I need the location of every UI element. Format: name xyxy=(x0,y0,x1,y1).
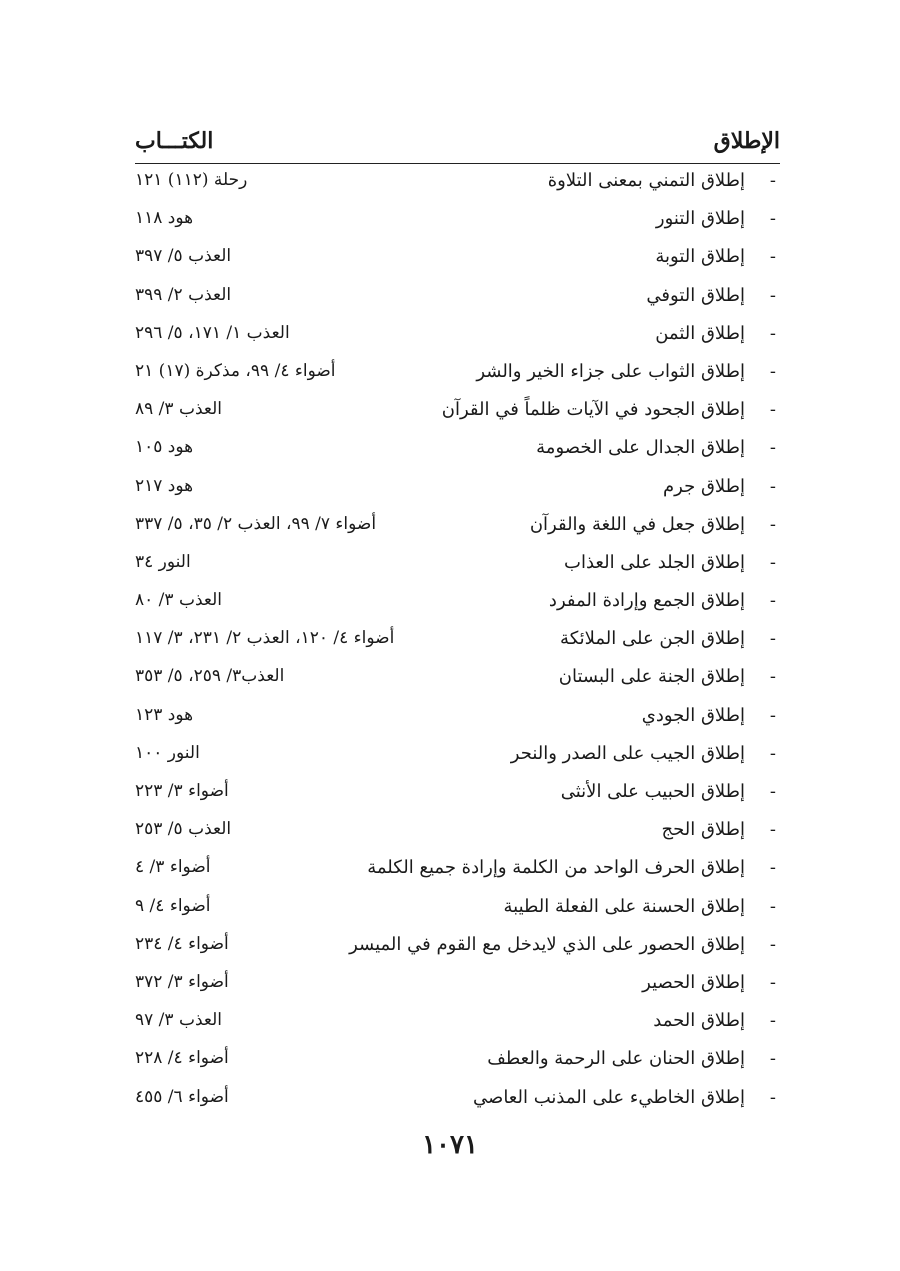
index-entry xyxy=(135,508,780,546)
index-entry xyxy=(135,1081,780,1119)
index-entry xyxy=(135,317,780,355)
entry-topic: إطلاق الجودي xyxy=(641,704,745,726)
entry-dash: - xyxy=(769,971,776,993)
index-entry xyxy=(135,1042,780,1080)
entry-dash: - xyxy=(769,551,776,573)
entry-dash: - xyxy=(769,666,776,688)
entry-dash: - xyxy=(769,1010,776,1032)
index-entry xyxy=(135,813,780,851)
entry-reference: أضواء ٤/ ٩٩، مذكرة (١٧) ٢١ xyxy=(135,360,336,381)
entry-topic: إطلاق الجحود في الآيات ظلماً في القرآن xyxy=(441,399,745,421)
entry-dash: - xyxy=(769,1086,776,1108)
entry-reference: أضواء ٣/ ٤ xyxy=(135,857,211,878)
entry-topic: إطلاق الحسنة على الفعلة الطيبة xyxy=(503,895,745,917)
index-entry xyxy=(135,851,780,889)
entry-dash: - xyxy=(769,208,776,230)
index-entry xyxy=(135,240,780,278)
index-entry xyxy=(135,470,780,508)
entry-topic: إطلاق الجنة على البستان xyxy=(558,666,745,688)
entry-dash: - xyxy=(769,322,776,344)
entry-reference: العذب ٥/ ٢٥٣ xyxy=(135,819,232,840)
entry-topic: إطلاق الحمد xyxy=(653,1010,745,1032)
running-header xyxy=(135,120,780,160)
index-entry xyxy=(135,660,780,698)
entry-reference: العذب ٣/ ٨٠ xyxy=(135,590,222,611)
index-entry xyxy=(135,928,780,966)
index-entry xyxy=(135,355,780,393)
index-entry xyxy=(135,699,780,737)
index-entry xyxy=(135,202,780,240)
entry-dash: - xyxy=(769,437,776,459)
entry-dash: - xyxy=(769,590,776,612)
entry-reference: أضواء ٣/ ٢٢٣ xyxy=(135,781,229,801)
entry-topic: إطلاق الجيب على الصدر والنحر xyxy=(510,742,745,764)
entry-topic: إطلاق الجمع وإرادة المفرد xyxy=(548,590,745,612)
entry-reference: العذب٣/ ٢٥٩، ٥/ ٣٥٣ xyxy=(135,666,285,687)
entry-topic: إطلاق الحبيب على الأنثى xyxy=(560,781,745,802)
index-entry xyxy=(135,966,780,1004)
index-entry xyxy=(135,431,780,469)
entry-reference: النور ١٠٠ xyxy=(135,742,200,763)
index-entry xyxy=(135,737,780,775)
entry-dash: - xyxy=(769,819,776,841)
entry-reference: العذب ٣/ ٨٩ xyxy=(135,399,222,420)
entry-reference: أضواء ٤/ ١٢٠، العذب ٢/ ٢٣١، ٣/ ١١٧ xyxy=(135,628,395,649)
entry-reference: أضواء ٤/ ٢٢٨ xyxy=(135,1048,229,1069)
entry-dash: - xyxy=(769,399,776,421)
entry-reference: أضواء ٤/ ٢٣٤ xyxy=(135,933,229,954)
entry-topic: إطلاق الثمن xyxy=(655,322,745,344)
entry-dash: - xyxy=(769,1048,776,1070)
entry-topic: إطلاق التنور xyxy=(655,208,745,230)
entry-dash: - xyxy=(769,781,776,802)
entry-reference: أضواء ٧/ ٩٩، العذب ٢/ ٣٥، ٥/ ٣٣٧ xyxy=(135,513,377,534)
index-entries xyxy=(135,164,780,1119)
index-entry xyxy=(135,890,780,928)
index-entry xyxy=(135,279,780,317)
entry-dash: - xyxy=(769,857,776,879)
entry-dash: - xyxy=(769,628,776,650)
entry-reference: العذب ٣/ ٩٧ xyxy=(135,1010,222,1031)
entry-dash: - xyxy=(769,513,776,535)
entry-reference: هود ١٢٣ xyxy=(135,704,194,725)
page-number: ١٠٧١ xyxy=(422,1130,478,1160)
entry-reference: أضواء ٤/ ٩ xyxy=(135,895,211,916)
entry-dash: - xyxy=(769,933,776,955)
entry-topic: إطلاق الحصور على الذي لايدخل مع القوم في الميسر xyxy=(349,933,745,955)
entry-topic: إطلاق الحرف الواحد من الكلمة وإرادة جميع الكلمة xyxy=(367,857,745,879)
entry-topic: إطلاق التوبة xyxy=(655,246,745,268)
entry-dash: - xyxy=(769,742,776,764)
entry-reference: رحلة (١١٢) ١٢١ xyxy=(135,170,248,190)
entry-reference: هود ١٠٥ xyxy=(135,437,194,458)
index-entry xyxy=(135,164,780,202)
entry-topic: إطلاق التوفي xyxy=(646,284,745,306)
entry-dash: - xyxy=(769,895,776,917)
entry-reference: العذب ١/ ١٧١، ٥/ ٢٩٦ xyxy=(135,322,290,343)
entry-reference: أضواء ٣/ ٣٧٢ xyxy=(135,971,229,992)
entry-topic: إطلاق التمني بمعنى التلاوة xyxy=(547,170,745,191)
entry-dash: - xyxy=(769,284,776,306)
entry-dash: - xyxy=(769,170,776,191)
index-entry xyxy=(135,622,780,660)
entry-topic: إطلاق الخاطيء على المذنب العاصي xyxy=(473,1086,745,1108)
entry-topic: إطلاق الحصير xyxy=(642,971,745,993)
index-entry xyxy=(135,1004,780,1042)
entry-reference: هود ٢١٧ xyxy=(135,475,194,496)
entry-topic: إطلاق الجلد على العذاب xyxy=(564,551,745,573)
entry-topic: إطلاق الجن على الملائكة xyxy=(560,628,745,650)
entry-reference: النور ٣٤ xyxy=(135,551,191,572)
entry-reference: هود ١١٨ xyxy=(135,208,194,229)
index-entry xyxy=(135,584,780,622)
entry-dash: - xyxy=(769,360,776,382)
entry-topic: إطلاق الحج xyxy=(661,819,745,841)
entry-reference: العذب ٥/ ٣٩٧ xyxy=(135,246,232,267)
index-entry xyxy=(135,393,780,431)
entry-topic: إطلاق الحنان على الرحمة والعطف xyxy=(487,1048,745,1070)
header-book-title: الكتـــاب xyxy=(135,128,214,154)
entry-topic: إطلاق جعل في اللغة والقرآن xyxy=(529,513,745,535)
entry-dash: - xyxy=(769,246,776,268)
index-entry xyxy=(135,775,780,813)
entry-dash: - xyxy=(769,704,776,726)
entry-reference: أضواء ٦/ ٤٥٥ xyxy=(135,1086,229,1107)
entry-reference: العذب ٢/ ٣٩٩ xyxy=(135,284,232,305)
header-section-title: الإطلاق xyxy=(713,128,780,154)
entry-topic: إطلاق الجدال على الخصومة xyxy=(536,437,745,459)
entry-dash: - xyxy=(769,475,776,497)
entry-topic: إطلاق جرم xyxy=(663,475,745,497)
index-entry xyxy=(135,546,780,584)
entry-topic: إطلاق الثواب على جزاء الخير والشر xyxy=(476,360,745,382)
